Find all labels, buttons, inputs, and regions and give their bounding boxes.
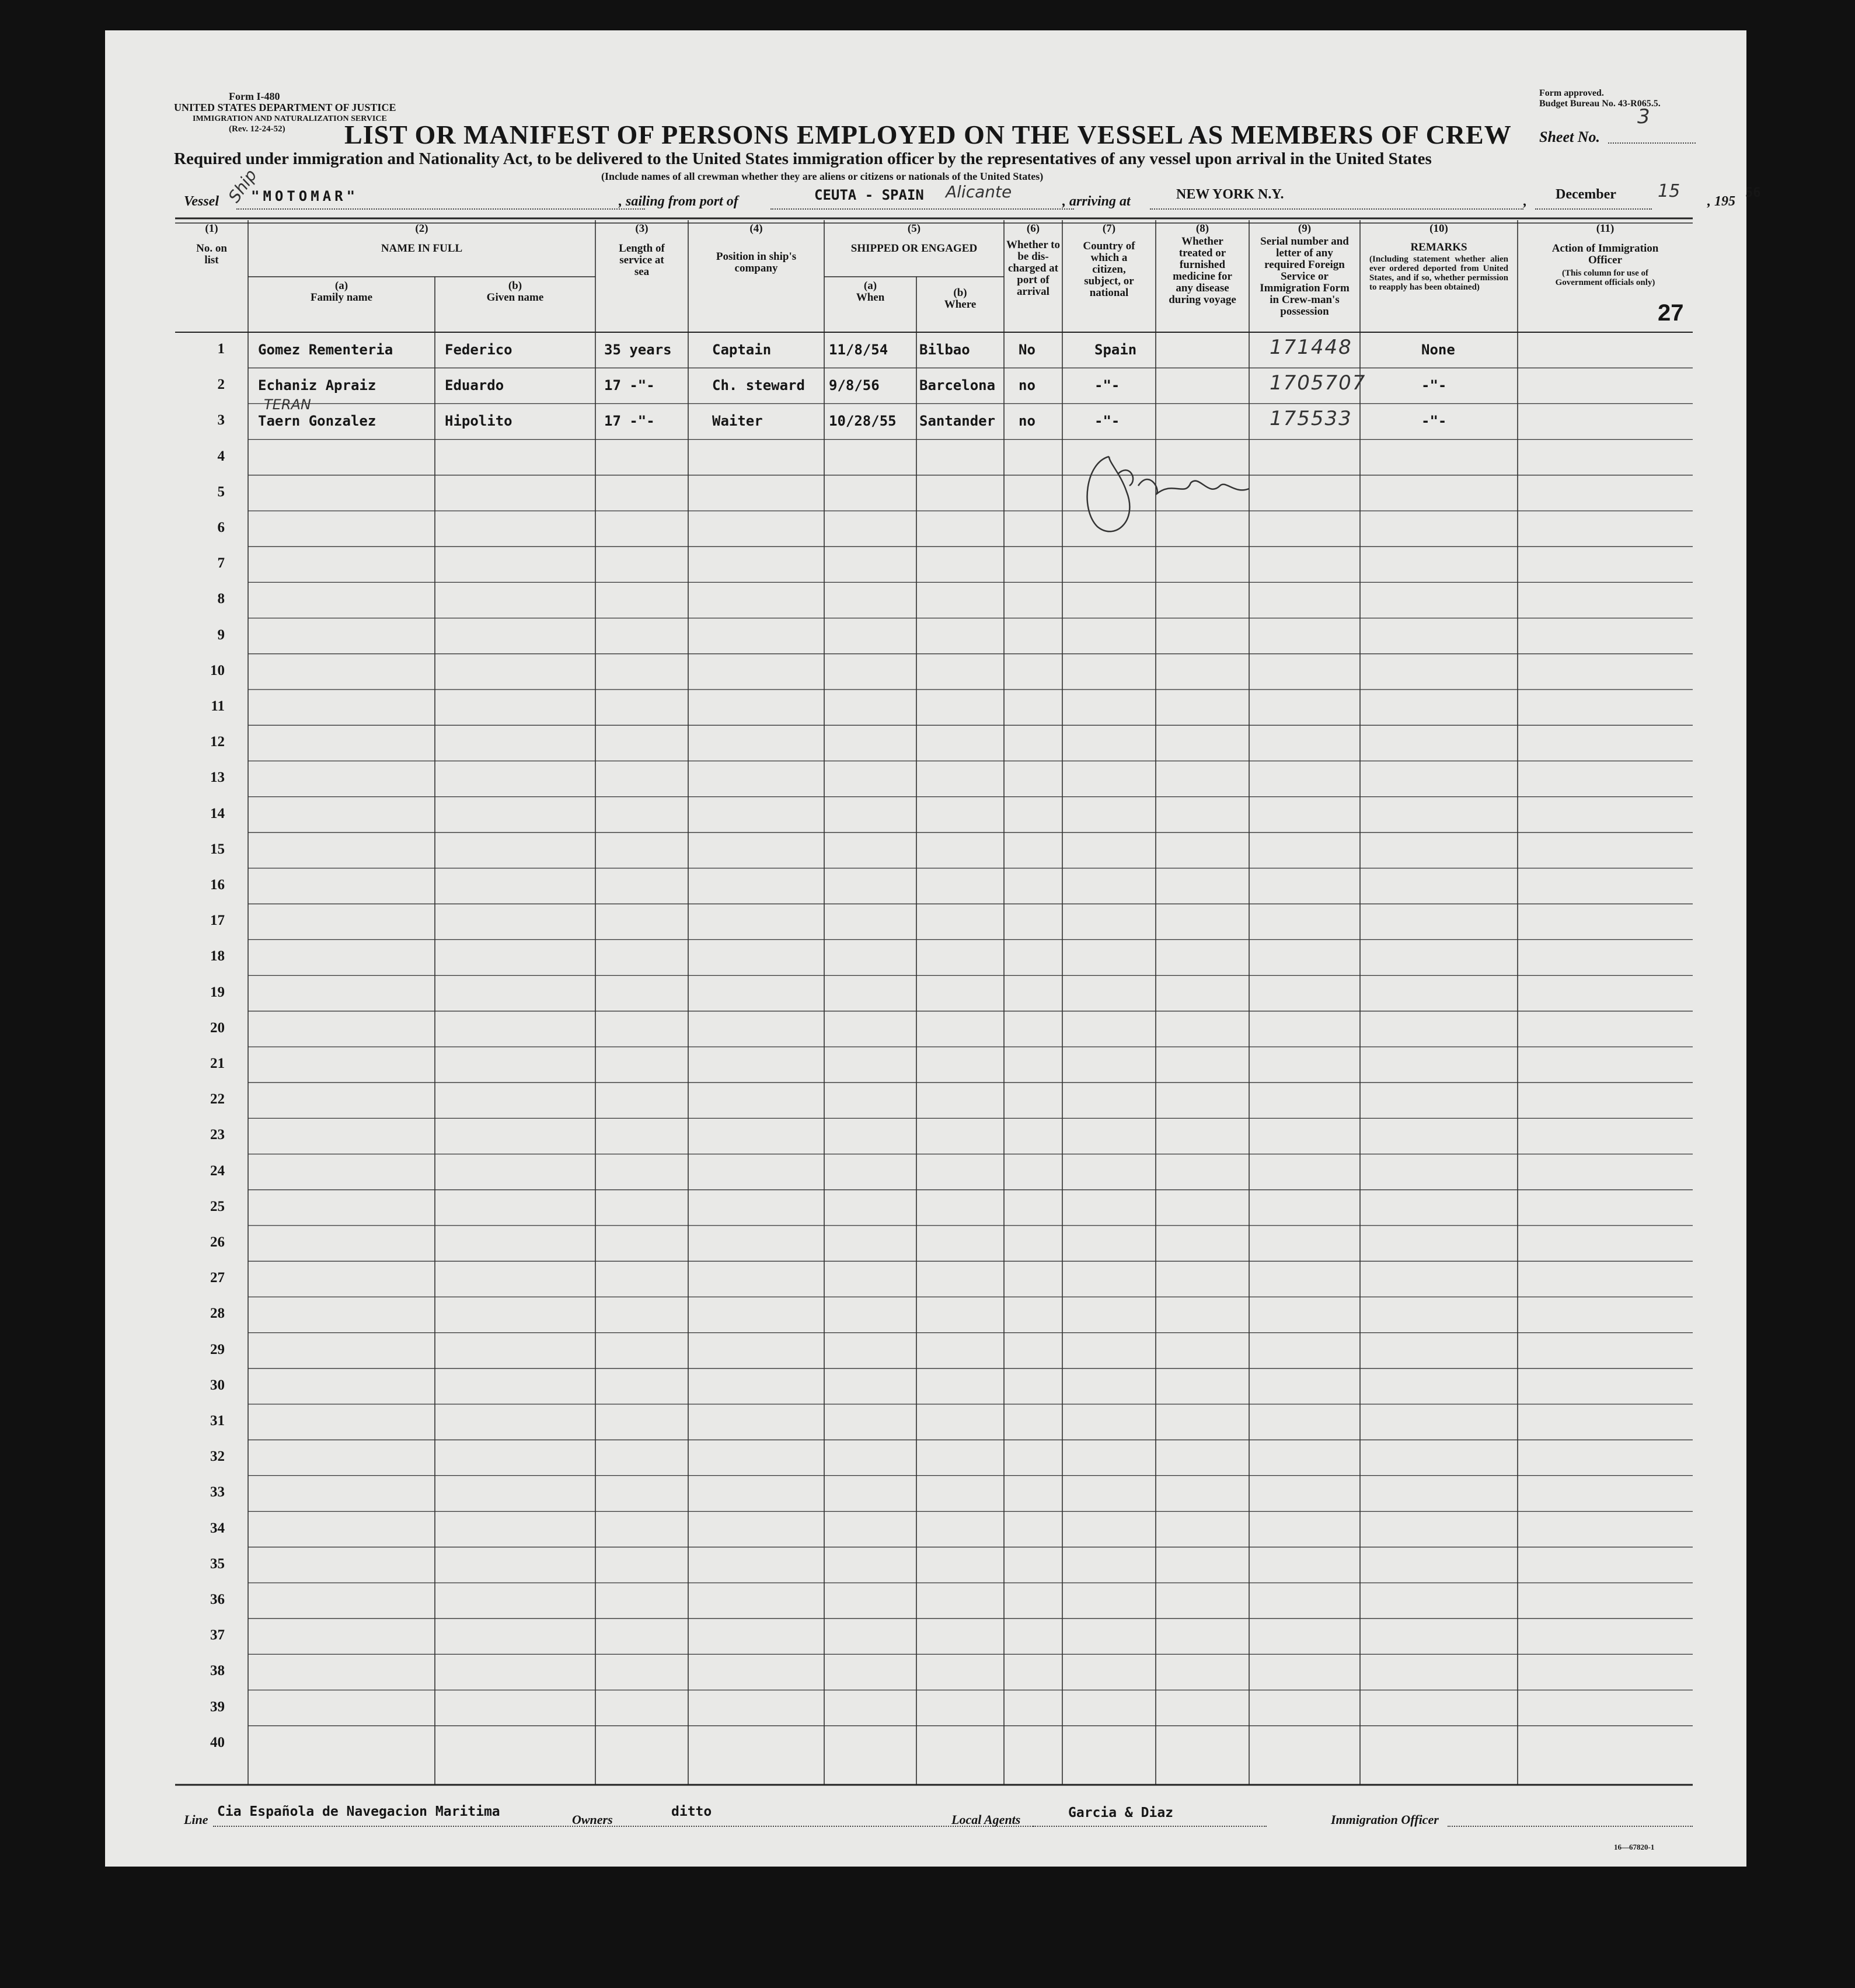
- crew-country: -"-: [1094, 377, 1120, 394]
- row-number: 32: [210, 1449, 225, 1465]
- arrival-port: NEW YORK N.Y.: [1176, 187, 1284, 202]
- crew-service-length: 17 -"-: [604, 413, 655, 430]
- page-subtitle-note: (Include names of all crewman whether they are aliens or citizens or nationals of the United States): [601, 170, 1044, 182]
- crew-serial-number: 171448: [1270, 336, 1352, 359]
- crew-service-length: 35 years: [604, 342, 672, 358]
- row-number: 7: [217, 555, 225, 572]
- crew-shipped-when: 10/28/55: [829, 413, 897, 430]
- vessel-handwritten-note: Ship: [224, 166, 261, 206]
- manifest-page: [105, 30, 1761, 1867]
- row-number: 18: [210, 948, 225, 965]
- row-number: 9: [217, 626, 225, 643]
- sheet-label: Sheet No.: [1539, 128, 1600, 145]
- col11-header: (11) Action of Immigration Officer (This column for use of Government officials only): [1551, 222, 1659, 287]
- col5a-header: (a) When: [856, 280, 885, 304]
- col8-header: (8) Whether treated or furnished medicine for any disease during voyage: [1169, 222, 1236, 306]
- crew-remarks: None: [1421, 342, 1455, 358]
- crew-shipped-when: 11/8/54: [829, 342, 888, 358]
- crew-given-name: Eduardo: [445, 377, 504, 394]
- row-number: 3: [217, 412, 225, 429]
- year-prefix: , 195: [1707, 194, 1735, 209]
- col1-header: (1) No. on list: [196, 222, 227, 266]
- agents-label: Local Agents: [951, 1812, 1021, 1827]
- crew-position: Waiter: [712, 413, 763, 430]
- crew-shipped-where: Barcelona: [919, 377, 996, 394]
- row-number: 29: [210, 1341, 225, 1357]
- row-number: 26: [210, 1234, 225, 1250]
- crew-family-name: Gomez Rementeria: [258, 342, 393, 358]
- col2b-header: (b) Given name: [486, 280, 544, 304]
- row-number: 13: [210, 770, 225, 786]
- arrival-day: 15: [1658, 181, 1680, 201]
- row-number: 21: [210, 1056, 225, 1071]
- print-code: 16—67820-1: [1614, 1843, 1655, 1851]
- crew-position: Ch. steward: [712, 377, 805, 394]
- row-number: 39: [210, 1698, 225, 1715]
- owners-value: ditto: [671, 1804, 712, 1819]
- col4-header: (4) Position in ship's company: [716, 222, 797, 274]
- row-number: 28: [210, 1305, 225, 1322]
- budget-bureau: Budget Bureau No. 43-R065.5.: [1539, 99, 1661, 109]
- row-number: 25: [210, 1198, 225, 1214]
- row-number: 20: [210, 1019, 225, 1036]
- crew-serial-number: 175533: [1270, 407, 1352, 431]
- row-number: 33: [210, 1484, 225, 1500]
- col9-header: (9) Serial number and letter of any required Foreign Service or Immigration Form in Crew-man's possession: [1260, 222, 1350, 318]
- row-number: 34: [210, 1520, 225, 1536]
- row-number: 23: [210, 1127, 225, 1143]
- row-number: 6: [217, 520, 225, 535]
- service: IMMIGRATION AND NATURALIZATION SERVICE: [193, 114, 387, 123]
- crew-given-name: Hipolito: [445, 413, 512, 430]
- col3-header: (3) Length of service at sea: [619, 222, 665, 278]
- crew-family-name-correction: TERAN: [264, 396, 311, 413]
- row-number: 11: [211, 698, 225, 714]
- crew-remarks: -"-: [1421, 413, 1447, 430]
- port-handwritten-note: Alicante: [946, 182, 1012, 201]
- row-number: 30: [210, 1377, 225, 1393]
- crew-service-length: 17 -"-: [604, 377, 655, 394]
- line-value: Cia Española de Navegacion Maritima: [217, 1804, 500, 1819]
- col2a-header: (a) Family name: [310, 280, 373, 304]
- crew-shipped-when: 9/8/56: [829, 377, 880, 394]
- row-number: 17: [210, 913, 225, 929]
- revision: (Rev. 12-24-52): [229, 124, 285, 134]
- department: UNITED STATES DEPARTMENT OF JUSTICE: [174, 102, 396, 113]
- col5-header: (5) SHIPPED OR ENGAGED: [850, 222, 978, 255]
- row-number: 2: [217, 377, 225, 393]
- sailing-port: CEUTA - SPAIN: [814, 187, 924, 203]
- crew-serial-number: 1705707: [1270, 371, 1366, 395]
- row-number: 27: [210, 1270, 225, 1286]
- row-number: 36: [210, 1592, 225, 1607]
- row-number: 16: [210, 877, 225, 893]
- form-approved: Form approved.: [1539, 88, 1604, 98]
- form-number: Form I-480: [229, 90, 280, 102]
- col6-header: (6) Whether to be dis-charged at port of arrival: [1006, 222, 1060, 298]
- page-title: LIST OR MANIFEST OF PERSONS EMPLOYED ON THE VESSEL AS MEMBERS OF CREW: [344, 120, 1512, 149]
- agents-value: Garcia & Diaz: [1068, 1805, 1174, 1820]
- crew-family-name: Echaniz Apraiz: [258, 377, 376, 394]
- row-number: 19: [210, 984, 225, 1000]
- crew-family-name: Taern Gonzalez: [258, 413, 376, 430]
- owners-label: Owners: [572, 1812, 613, 1827]
- row-number: 24: [210, 1162, 225, 1179]
- row-number: 12: [210, 734, 225, 750]
- row-number: 22: [210, 1091, 225, 1108]
- crew-country: -"-: [1094, 413, 1120, 430]
- row-number: 37: [210, 1627, 225, 1644]
- sheet-number: 3: [1637, 105, 1650, 128]
- arriving-label: , arriving at: [1062, 194, 1131, 209]
- page-stamp: 27: [1658, 300, 1684, 326]
- vessel-label: Vessel: [184, 194, 219, 209]
- crew-position: Captain: [712, 342, 772, 358]
- crew-given-name: Federico: [445, 342, 512, 358]
- crew-shipped-where: Bilbao: [919, 342, 970, 358]
- crew-discharged: no: [1019, 413, 1035, 430]
- arrival-month: December: [1556, 187, 1616, 202]
- row-number: 38: [210, 1663, 225, 1679]
- row-number: 14: [210, 805, 225, 821]
- crew-country: Spain: [1094, 342, 1137, 358]
- crew-shipped-where: Santander: [919, 413, 996, 430]
- sailing-label: , sailing from port of: [619, 194, 738, 209]
- crew-remarks: -"-: [1421, 377, 1447, 394]
- row-number: 15: [210, 841, 225, 857]
- row-number: 4: [217, 448, 225, 464]
- row-number: 31: [210, 1413, 225, 1429]
- crew-discharged: No: [1019, 342, 1035, 358]
- line-label: Line: [184, 1812, 208, 1827]
- row-number: 1: [217, 341, 225, 357]
- row-number: 35: [210, 1555, 225, 1572]
- col7-header: (7) Country of which a citizen, subject, or national: [1083, 222, 1135, 299]
- crew-discharged: no: [1019, 377, 1035, 394]
- date-comma: ,: [1523, 194, 1527, 209]
- col2-header: (2) NAME IN FULL: [381, 222, 463, 255]
- officer-label: Immigration Officer: [1331, 1812, 1439, 1827]
- vessel-name: "MOTOMAR": [251, 188, 359, 204]
- row-number: 10: [210, 662, 225, 678]
- row-number: 8: [217, 591, 225, 607]
- col5b-header: (b) Where: [944, 287, 977, 311]
- year-suffix: 56: [1745, 186, 1761, 200]
- row-number: 5: [217, 483, 225, 500]
- page-subtitle: Required under immigration and Nationality Act, to be delivered to the United States immigration officer by the representatives of any vessel upon arrival in the United States: [174, 149, 1432, 168]
- row-number: 40: [210, 1734, 225, 1750]
- handwritten-scribble: [1074, 439, 1261, 556]
- col10-header: (10) REMARKS (Including statement whether alien ever ordered deported from United States, and if so, whether permission to reapply has been obtained): [1369, 222, 1508, 292]
